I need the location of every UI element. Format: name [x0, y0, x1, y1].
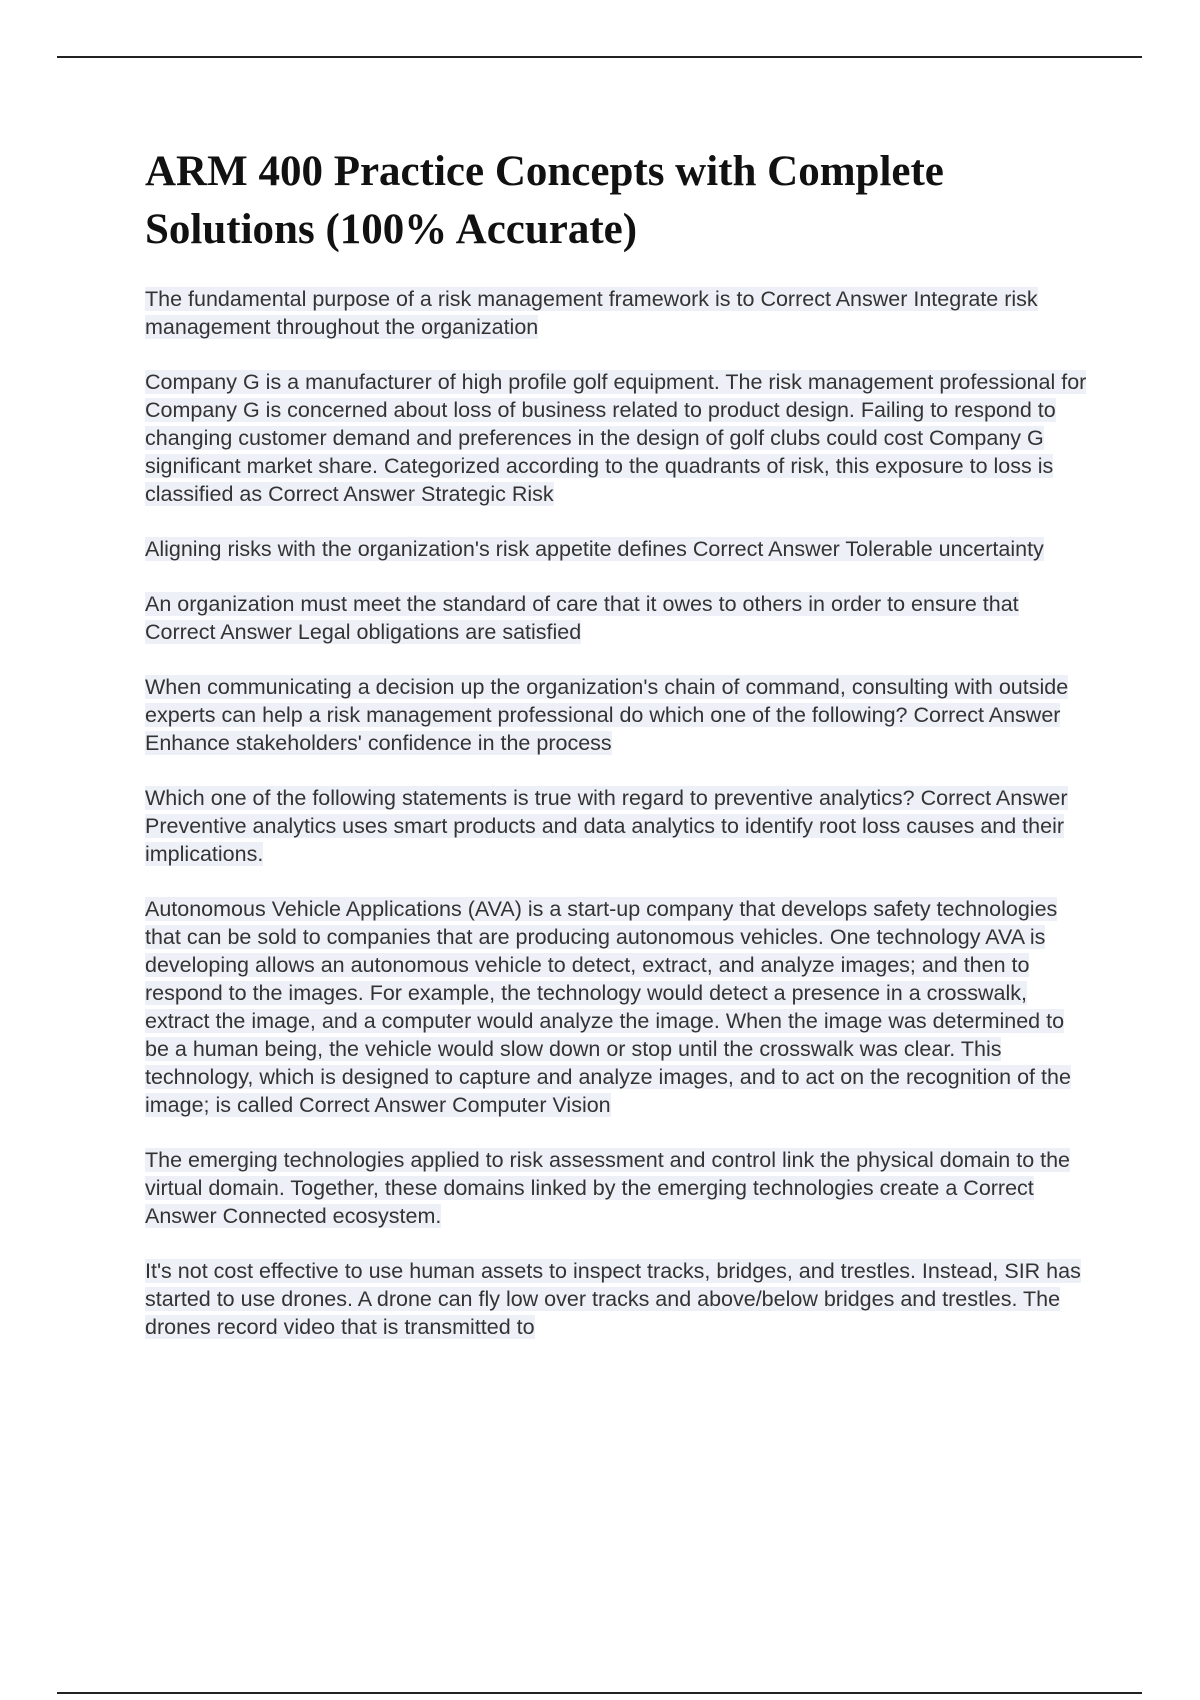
qa-item [145, 895, 1090, 1119]
document-title: ARM 400 Practice Concepts with Complete Solutions (100% Accurate) [145, 148, 944, 253]
qa-item [145, 1257, 1090, 1341]
qa-item [145, 590, 1090, 646]
qa-text: Autonomous Vehicle Applications (AVA) is a start-up company that develops safety technologies that can be sold to companies that are producing autonomous vehicles. One technology AVA is developing allows an autonomous vehicle to detect, extract, and analyze images; and then to respond to the images. For example, the technology would detect a presence in a crosswalk, extract the image, and a computer would analyze the image. When the image was determined to be a human being, the vehicle would slow down or stop until the crosswalk was clear. This technology, which is designed to capture and analyze images, and to act on the recognition of the image; is called Correct Answer Computer Vision [145, 897, 1071, 1117]
qa-text: The fundamental purpose of a risk management framework is to Correct Answer Integrate risk management throughout the organization [145, 287, 1038, 339]
qa-text: An organization must meet the standard of care that it owes to others in order to ensure that Correct Answer Legal obligations are satisfied [145, 592, 1019, 644]
qa-item [145, 1146, 1090, 1230]
qa-text: When communicating a decision up the organization's chain of command, consulting with outside experts can help a risk management professional do which one of the following? Correct Answer Enhance stakeholders' confidence in the process [145, 675, 1069, 755]
qa-text: Company G is a manufacturer of high profile golf equipment. The risk management professional for Company G is concerned about loss of business related to product design. Failing to respond to changing customer demand and preferences in the design of golf clubs could cost Company G significant market share. Categorized according to the quadrants of risk, this exposure to loss is classified as Correct Answer Strategic Risk [145, 370, 1087, 506]
qa-text: It's not cost effective to use human assets to inspect tracks, bridges, and trestles. Instead, SIR has started to use drones. A drone can fly low over tracks and above/below bridges and trestles. The drones record video that is transmitted to [145, 1259, 1081, 1339]
qa-item [145, 673, 1090, 757]
qa-item [145, 535, 1090, 563]
top-rule [57, 56, 1142, 58]
bottom-rule [57, 1692, 1142, 1694]
document-body [145, 143, 1090, 1368]
qa-text: Aligning risks with the organization's risk appetite defines Correct Answer Tolerable uncertainty [145, 537, 1044, 561]
qa-text: The emerging technologies applied to risk assessment and control link the physical domain to the virtual domain. Together, these domains linked by the emerging technologies create a Correct Answer Connected ecosystem. [145, 1148, 1071, 1228]
qa-item [145, 784, 1090, 868]
qa-text: Which one of the following statements is true with regard to preventive analytics? Correct Answer Preventive analytics uses smart products and data analytics to identify root loss causes and their implications. [145, 786, 1068, 866]
qa-item [145, 285, 1090, 341]
qa-item [145, 368, 1090, 508]
